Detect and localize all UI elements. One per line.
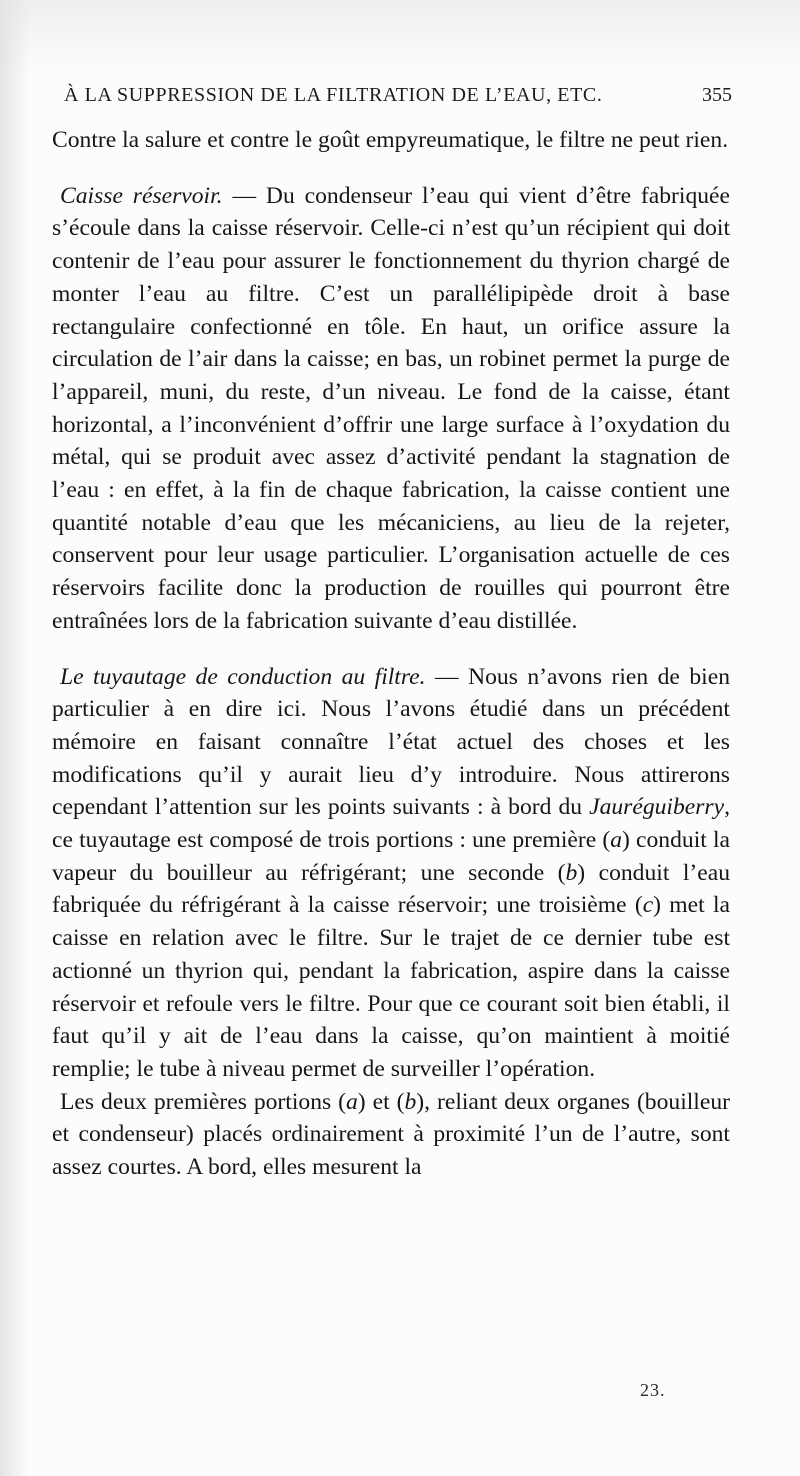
paragraph-tuyautage — [52, 661, 730, 1086]
label-c: c — [642, 892, 654, 919]
paragraph-filtre — [52, 124, 730, 157]
ship-name: Jauréguiberry — [589, 794, 725, 821]
paragraph-caisse-reservoir — [52, 180, 730, 638]
paragraph-tuyautage-text-b: , ce tuyautage est composé de trois portions : une première ( — [52, 794, 730, 854]
page-number: 355 — [702, 84, 732, 106]
label-a: a — [610, 827, 623, 854]
label-b: b — [404, 1088, 417, 1115]
label-a: a — [346, 1088, 358, 1115]
paragraph-deux-portions — [52, 1086, 730, 1184]
paragraph-tuyautage-text-d: ) conduit l’eau fabriquée du réfrigérant à la caisse réservoir; une troisième ( — [52, 859, 731, 919]
signature-mark: 23. — [640, 1380, 666, 1400]
body-text — [52, 124, 730, 1184]
paragraph-deux-portions-text-c: ), reliant deux organes (bouilleur et condenseur) placés ordinairement à proximité l’un de l’autre, sont assez courtes. A bord, elles mesurent la — [52, 1088, 730, 1181]
running-head — [64, 84, 732, 114]
paragraph-tuyautage-text-e: ) met la caisse en relation avec le filtre. Sur le trajet de ce dernier tube est actionné un thyrion qui, pendant la fabrication, aspire dans la caisse réservoir et refoule vers le filtre. Pour que ce courant soit bien établi, il faut qu’il y ait de l’eau dans la caisse, qu’on maintient à moitié remplie; le tube à niveau permet de surveiller l’opération. — [52, 892, 730, 1082]
section-title-caisse-reservoir: Caisse réservoir. — [60, 182, 223, 209]
title-dash: — — [222, 182, 266, 209]
paragraph-caisse-reservoir-text: Du condenseur l’eau qui vient d’être fabriquée s’écoule dans la caisse réservoir. Celle-ci n’est qu’un récipient qui doit contenir de l’eau pour assurer le fonctionnement du thyrion chargé de monter l’eau au filtre. C’est un parallélipipède droit à base rectangulaire confectionné en tôle. En haut, un orifice assure la circulation de l’air dans la caisse; en bas, un robinet permet la purge de l’appareil, muni, du reste, d’un niveau. Le fond de la caisse, étant horizontal, a l’inconvénient d’offrir une large surface à l’oxydation du métal, qui se produit avec assez d’activité pendant la stagnation de l’eau : en effet, à la fin de chaque fabrication, la caisse contient une quantité notable d’eau que les mécaniciens, au lieu de la rejeter, conservent pour leur usage particulier. L’organisation actuelle de ces réservoirs facilite donc la production de rouilles qui pourront être entraînées lors de la fabrication suivante d’eau distillée. — [52, 182, 730, 634]
section-title-tuyautage: Le tuyautage de conduction au filtre. — [60, 663, 426, 690]
paragraph-deux-portions-text-a: Les deux premières portions ( — [60, 1088, 346, 1115]
paragraph-deux-portions-text-b: ) et ( — [357, 1088, 405, 1115]
paragraph-tuyautage-text-a: Nous n’avons rien de bien particulier à en dire ici. Nous l’avons étudié dans un précédent mémoire en faisant connaître l’état actuel des choses et les modifications qu’il y aurait lieu d’y introduire. Nous attirerons cependant l’attention sur les points suivants : à bord du — [52, 663, 730, 821]
label-b: b — [565, 859, 578, 886]
paragraph-filtre-text: Contre la salure et contre le goût empyreumatique, le filtre ne peut rien. — [52, 127, 729, 153]
paragraph-tuyautage-text-c: ) conduit la vapeur du bouilleur au réfrigérant; une seconde ( — [52, 827, 730, 886]
running-head-title: À LA SUPPRESSION DE LA FILTRATION DE L’EAU, ETC. — [64, 84, 603, 106]
title-dash: — — [425, 663, 469, 690]
